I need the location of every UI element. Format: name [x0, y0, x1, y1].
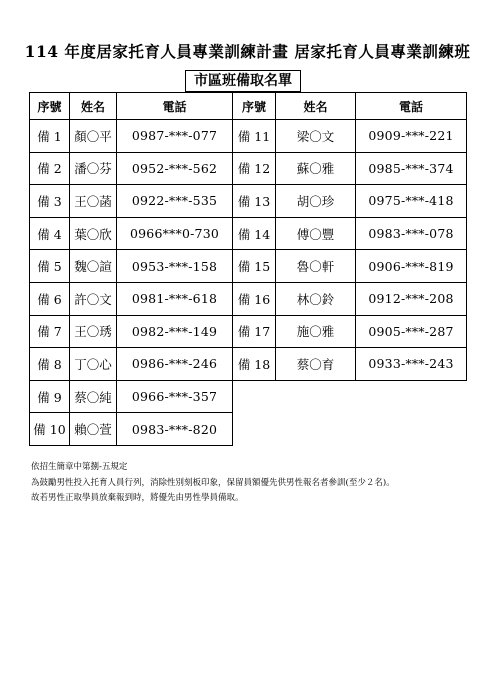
row-number: 備 1 — [30, 120, 70, 153]
row-number: 備 12 — [233, 152, 276, 185]
row-number: 備 8 — [30, 348, 70, 381]
waitlist-table — [29, 92, 467, 446]
row-name: 梁〇文 — [276, 120, 356, 153]
row-number: 備 10 — [30, 413, 70, 446]
row-number: 備 14 — [233, 217, 276, 250]
row-phone: 0953-***-158 — [117, 250, 233, 283]
row-name: 蘇〇雅 — [276, 152, 356, 185]
row-number: 備 11 — [233, 120, 276, 153]
footnote-line: 依招生簡章中第捌-五規定 — [31, 462, 128, 472]
empty-cell — [233, 380, 467, 413]
row-name: 蔡〇育 — [276, 348, 356, 381]
table-row — [30, 120, 467, 153]
header-number: 序號 — [233, 93, 276, 120]
table-row — [30, 185, 467, 218]
header-number: 序號 — [30, 93, 70, 120]
row-phone: 0933-***-243 — [356, 348, 467, 381]
footnote-line: 故若男性正取學員放棄報到時，將優先由男性學員備取。 — [31, 493, 244, 503]
table-row — [30, 282, 467, 315]
row-name: 胡〇珍 — [276, 185, 356, 218]
row-number: 備 17 — [233, 315, 276, 348]
row-name: 林〇鈴 — [276, 282, 356, 315]
row-phone: 0966-***-357 — [117, 380, 233, 413]
list-subtitle: 市區班備取名單 — [185, 70, 301, 92]
row-phone: 0906-***-819 — [356, 250, 467, 283]
table-row — [30, 250, 467, 283]
footnotes — [31, 460, 471, 507]
row-name: 許〇文 — [70, 282, 117, 315]
table-row — [30, 315, 467, 348]
row-number: 備 3 — [30, 185, 70, 218]
row-name: 丁〇心 — [70, 348, 117, 381]
row-phone: 0975-***-418 — [356, 185, 467, 218]
header-phone: 電話 — [117, 93, 233, 120]
row-phone: 0981-***-618 — [117, 282, 233, 315]
row-name: 潘〇芬 — [70, 152, 117, 185]
table-row — [30, 152, 467, 185]
row-name: 蔡〇純 — [70, 380, 117, 413]
row-phone: 0909-***-221 — [356, 120, 467, 153]
header-phone: 電話 — [356, 93, 467, 120]
row-name: 葉〇欣 — [70, 217, 117, 250]
header-name: 姓名 — [70, 93, 117, 120]
row-phone: 0983-***-078 — [356, 217, 467, 250]
row-number: 備 4 — [30, 217, 70, 250]
row-phone: 0912-***-208 — [356, 282, 467, 315]
row-name: 王〇菡 — [70, 185, 117, 218]
table-header-row — [30, 93, 467, 120]
row-number: 備 5 — [30, 250, 70, 283]
footnote-line: 為鼓勵男性投入托育人員行列，消除性別刻板印象，保留員額優先供男性報名者參訓(至少２名)。 — [31, 477, 395, 488]
page-title: 114 年度居家托育人員專業訓練計畫 居家托育人員專業訓練班 — [24, 42, 471, 61]
row-number: 備 16 — [233, 282, 276, 315]
row-number: 備 7 — [30, 315, 70, 348]
row-phone: 0986-***-246 — [117, 348, 233, 381]
row-phone: 0966***0-730 — [117, 217, 233, 250]
row-phone: 0905-***-287 — [356, 315, 467, 348]
row-number: 備 9 — [30, 380, 70, 413]
row-number: 備 2 — [30, 152, 70, 185]
row-number: 備 15 — [233, 250, 276, 283]
row-name: 賴〇萱 — [70, 413, 117, 446]
row-number: 備 13 — [233, 185, 276, 218]
row-phone: 0952-***-562 — [117, 152, 233, 185]
row-phone: 0983-***-820 — [117, 413, 233, 446]
row-number: 備 6 — [30, 282, 70, 315]
empty-cell — [233, 413, 467, 446]
row-name: 王〇琇 — [70, 315, 117, 348]
row-name: 魏〇諠 — [70, 250, 117, 283]
row-name: 顏〇平 — [70, 120, 117, 153]
row-name: 傅〇豐 — [276, 217, 356, 250]
table-row — [30, 217, 467, 250]
table-row — [30, 380, 467, 413]
table-row — [30, 413, 467, 446]
row-name: 施〇雅 — [276, 315, 356, 348]
header-name: 姓名 — [276, 93, 356, 120]
table-row — [30, 348, 467, 381]
row-phone: 0982-***-149 — [117, 315, 233, 348]
row-phone: 0985-***-374 — [356, 152, 467, 185]
row-number: 備 18 — [233, 348, 276, 381]
row-phone: 0922-***-535 — [117, 185, 233, 218]
row-name: 魯〇軒 — [276, 250, 356, 283]
row-phone: 0987-***-077 — [117, 120, 233, 153]
